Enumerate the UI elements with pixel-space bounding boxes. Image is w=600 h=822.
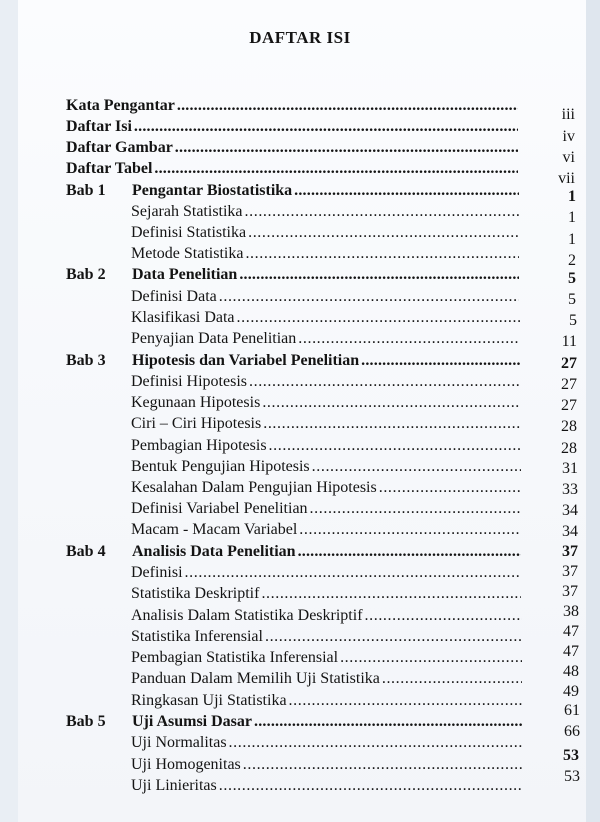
- toc-entry: [131, 626, 524, 646]
- toc-entry: [66, 541, 523, 561]
- page-number: vi: [562, 149, 575, 166]
- dot-leader: [154, 160, 518, 178]
- dot-leader: [312, 458, 521, 476]
- page-number: vii: [558, 170, 575, 187]
- chapter-number: Bab 5: [66, 713, 106, 730]
- chapter-title: Kata Pengantar: [66, 97, 175, 114]
- dot-leader: [261, 585, 521, 603]
- chapter-title: Data Penelitian: [132, 266, 238, 283]
- section-title: Pembagian Hipotesis: [131, 437, 267, 454]
- section-title: Sejarah Statistika: [131, 203, 243, 220]
- section-title: Definisi Hipotesis: [131, 373, 247, 390]
- dot-leader: [299, 521, 521, 539]
- dot-leader: [134, 118, 518, 136]
- toc-entry: [131, 775, 525, 795]
- toc-entry: [131, 562, 523, 582]
- toc-entry: [131, 690, 524, 710]
- toc-entry: [66, 264, 521, 284]
- section-title: Bentuk Pengujian Hipotesis: [131, 458, 310, 475]
- dot-leader: [379, 479, 521, 497]
- page-number: 53: [563, 747, 579, 764]
- page-number: 27: [561, 397, 577, 414]
- dot-leader: [254, 713, 522, 731]
- section-title: Panduan Dalam Memilih Uji Statistika: [131, 670, 380, 687]
- section-title: Kegunaan Hipotesis: [131, 394, 261, 411]
- page-number: 5: [569, 312, 577, 329]
- section-title: Uji Linieritas: [131, 777, 217, 794]
- page-number: 38: [563, 603, 579, 620]
- page-number: 61: [564, 702, 580, 719]
- page-number: 47: [563, 643, 579, 660]
- toc-entry: [131, 668, 524, 688]
- dot-leader: [298, 330, 520, 348]
- page-number: 34: [562, 502, 578, 519]
- toc-entry: [131, 328, 522, 348]
- toc-entry: [131, 222, 521, 242]
- toc-entry: [131, 477, 523, 497]
- chapter-title: Pengantar Biostatistika: [132, 182, 293, 199]
- toc-entry: [131, 498, 523, 518]
- chapter-number: Bab 2: [66, 266, 106, 283]
- dot-leader: [239, 266, 519, 284]
- section-title: Kesalahan Dalam Pengujian Hipotesis: [131, 479, 377, 496]
- section-title: Uji Normalitas: [131, 734, 227, 751]
- dot-leader: [245, 245, 519, 263]
- page-number: 1: [568, 188, 576, 205]
- toc-entry: [131, 371, 522, 391]
- page-number: 34: [562, 523, 578, 540]
- page-number: 33: [562, 481, 578, 498]
- page-number: 1: [568, 209, 576, 226]
- page-number: 27: [561, 376, 577, 393]
- chapter-title: Hipotesis dan Variabel Penelitian: [132, 352, 360, 369]
- page-number: 27: [561, 355, 577, 372]
- toc-entry: [131, 519, 523, 539]
- page-number: 53: [564, 768, 580, 785]
- dot-leader: [245, 203, 519, 221]
- toc-entry: [66, 95, 520, 115]
- chapter-number: Bab 1: [66, 182, 106, 199]
- page-number: 28: [561, 440, 577, 457]
- toc-entry: [66, 116, 520, 136]
- dot-leader: [294, 182, 519, 200]
- chapter-title: Analisis Data Penelitian: [132, 543, 296, 560]
- page-number: 37: [562, 563, 578, 580]
- dot-leader: [237, 309, 520, 327]
- section-title: Pembagian Statistika Inferensial: [131, 649, 339, 666]
- dot-leader: [263, 415, 520, 433]
- toc-entry: [131, 201, 521, 221]
- section-title: Statistika Deskriptif: [131, 585, 260, 602]
- dot-leader: [249, 373, 520, 391]
- page-title: DAFTAR ISI: [249, 28, 351, 47]
- dot-leader: [265, 628, 522, 646]
- page-number: 37: [562, 543, 578, 560]
- chapter-title: Daftar Isi: [66, 118, 132, 135]
- toc-entry: [131, 435, 522, 455]
- toc-entry: [66, 158, 520, 178]
- section-title: Klasifikasi Data: [131, 309, 235, 326]
- section-title: Metode Statistika: [131, 245, 244, 262]
- dot-leader: [289, 692, 522, 710]
- section-title: Ringkasan Uji Statistika: [131, 692, 287, 709]
- toc-entry: [131, 754, 525, 774]
- section-title: Definisi Data: [131, 288, 217, 305]
- section-title: Ciri – Ciri Hipotesis: [131, 415, 262, 432]
- dot-leader: [248, 224, 519, 242]
- toc-entry: [131, 605, 524, 625]
- page-number: 31: [562, 460, 578, 477]
- toc-entry: [131, 243, 521, 263]
- toc-entry: [131, 583, 523, 603]
- page-number: 5: [568, 291, 576, 308]
- section-title: Analisis Dalam Statistika Deskriptif: [131, 607, 363, 624]
- page-number: 11: [561, 333, 577, 350]
- toc-entry: [66, 711, 524, 731]
- section-title: Definisi Variabel Penelitian: [131, 500, 308, 517]
- dot-leader: [298, 543, 521, 561]
- page-number: 48: [563, 663, 579, 680]
- section-title: Definisi: [131, 564, 183, 581]
- dot-leader: [243, 756, 523, 774]
- page-number: 49: [563, 683, 579, 700]
- page-number: 5: [568, 270, 576, 287]
- chapter-title: Daftar Gambar: [66, 139, 173, 156]
- section-title: Uji Homogenitas: [131, 756, 241, 773]
- section-title: Definisi Statistika: [131, 224, 247, 241]
- page-number: iv: [562, 128, 575, 145]
- toc-entry: [131, 286, 521, 306]
- toc-entry: [66, 180, 521, 200]
- toc-entry: [131, 392, 522, 412]
- dot-leader: [219, 288, 519, 306]
- section-title: Macam - Macam Variabel: [131, 521, 298, 538]
- toc-entry: [66, 137, 520, 157]
- toc-entry: [131, 413, 522, 433]
- dot-leader: [382, 670, 522, 688]
- dot-leader: [229, 734, 523, 752]
- page-number: 2: [568, 252, 576, 269]
- toc-entry: [66, 350, 522, 370]
- dot-leader: [185, 564, 521, 582]
- dot-leader: [340, 649, 522, 667]
- dot-leader: [310, 500, 521, 518]
- dot-leader: [177, 97, 518, 115]
- dot-leader: [262, 394, 520, 412]
- dot-leader: [219, 777, 523, 795]
- chapter-title: Daftar Tabel: [66, 160, 153, 177]
- section-title: Penyajian Data Penelitian: [131, 330, 297, 347]
- toc-entry: [131, 647, 524, 667]
- dot-leader: [175, 139, 518, 157]
- chapter-number: Bab 3: [66, 352, 106, 369]
- dot-leader: [269, 437, 520, 455]
- dot-leader: [365, 607, 522, 625]
- page-number: iii: [561, 106, 575, 123]
- toc-entry: [131, 456, 523, 476]
- dot-leader: [361, 352, 520, 370]
- page-number: 37: [562, 583, 578, 600]
- toc-entry: [131, 307, 522, 327]
- page-number: 1: [568, 231, 576, 248]
- page-number: 28: [561, 418, 577, 435]
- page-number: 66: [564, 723, 580, 740]
- chapter-title: Uji Asumsi Dasar: [132, 713, 253, 730]
- chapter-number: Bab 4: [66, 543, 106, 560]
- page-number: 47: [563, 623, 579, 640]
- section-title: Statistika Inferensial: [131, 628, 263, 645]
- toc-entry: [131, 732, 525, 752]
